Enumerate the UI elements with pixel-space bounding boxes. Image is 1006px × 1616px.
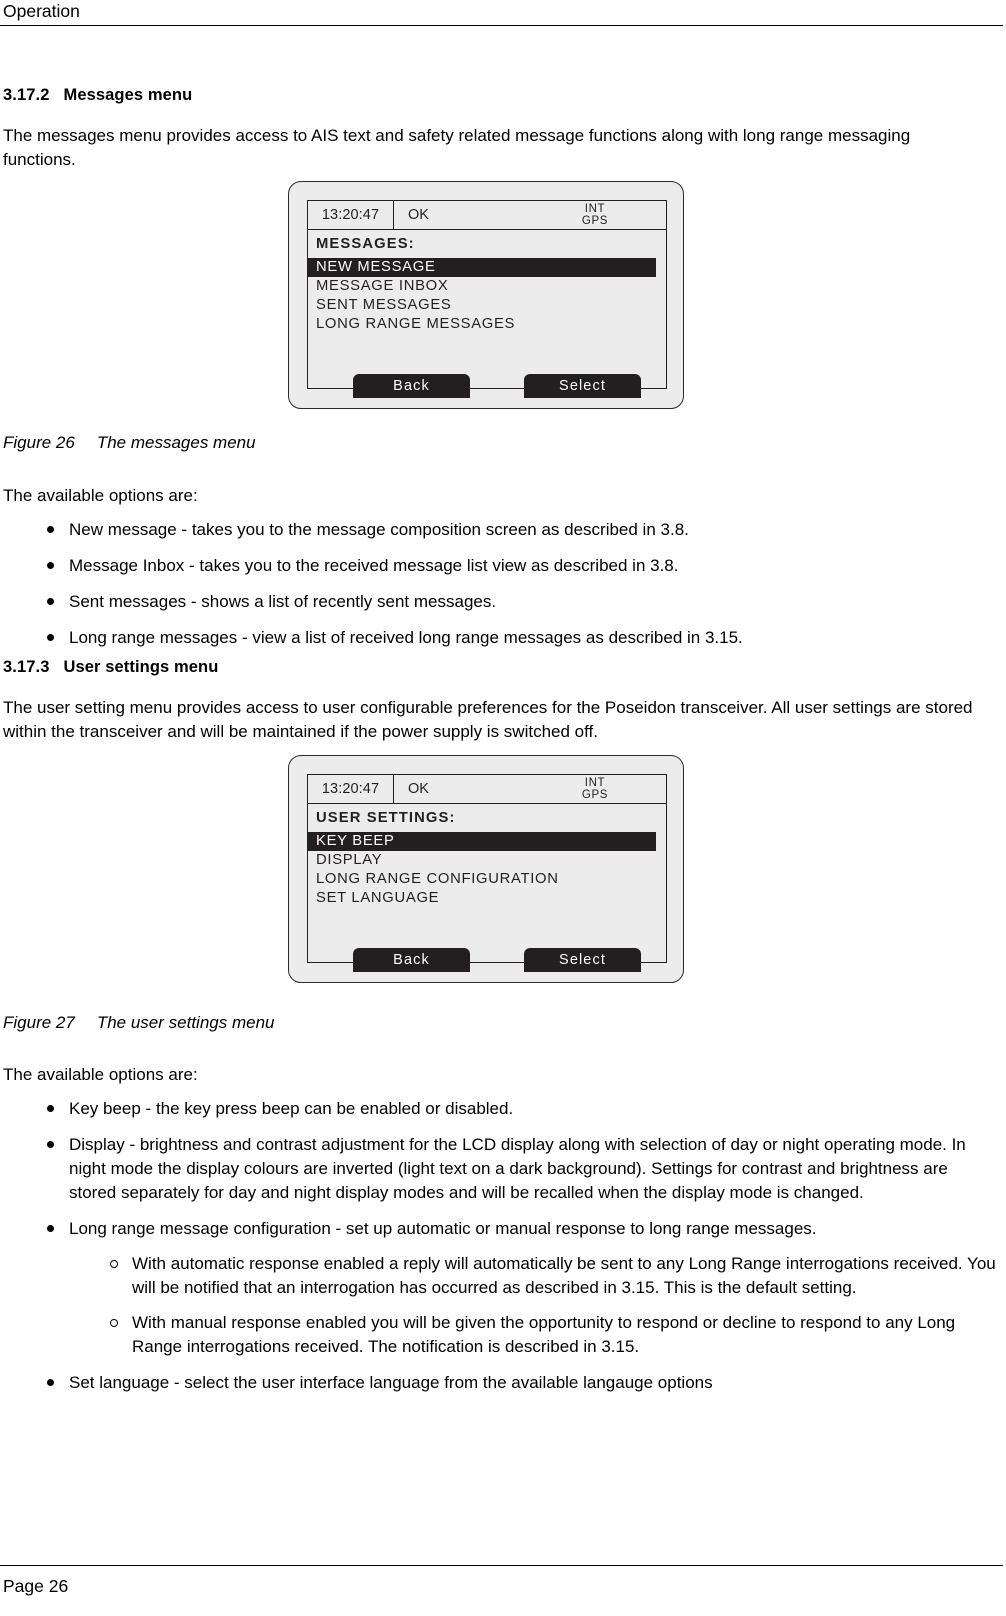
list-item bbox=[42, 1217, 997, 1359]
bullet-dot-icon bbox=[47, 598, 54, 605]
header-divider bbox=[0, 25, 1003, 26]
menu-list bbox=[308, 832, 666, 908]
sub-list-item bbox=[105, 1252, 997, 1300]
section-title: User settings menu bbox=[63, 658, 219, 676]
menu-list bbox=[308, 258, 666, 334]
lcd-softkey-bar bbox=[308, 948, 666, 972]
page-number: Page 26 bbox=[3, 1576, 69, 1596]
menu-item-display[interactable]: DISPLAY bbox=[316, 852, 383, 868]
list-item bbox=[42, 518, 1002, 542]
header-title: Operation bbox=[3, 1, 80, 21]
list-item-text: Key beep - the key press beep can be enabled or disabled. bbox=[69, 1099, 514, 1118]
gps-source-line1: INT bbox=[584, 203, 606, 215]
bullet-dot-icon bbox=[47, 1379, 54, 1386]
gps-source-line2: GPS bbox=[581, 214, 608, 227]
softkey-back[interactable]: Back bbox=[353, 374, 470, 398]
status-time: 13:20:47 bbox=[308, 201, 394, 229]
menu-item-sent-messages[interactable]: SENT MESSAGES bbox=[316, 297, 452, 313]
list-item bbox=[42, 1097, 997, 1121]
figure-caption-26 bbox=[3, 433, 256, 453]
menu-item-key-beep[interactable]: KEY BEEP bbox=[308, 832, 656, 851]
page-header bbox=[0, 0, 1006, 30]
lcd-status-bar bbox=[308, 775, 666, 804]
lcd-status-bar bbox=[308, 201, 666, 230]
sub-list-item-text: With manual response enabled you will be given the opportunity to respond or decline to respond to any Long Range interrogations received. The notification is described in 3.15. bbox=[132, 1313, 956, 1356]
status-state: OK bbox=[408, 207, 429, 223]
list-item bbox=[42, 590, 1002, 614]
user-settings-intro-paragraph: The user setting menu provides access to user configurable preferences for the Poseidon transceiver. All user settings are stored within the transceiver and will be maintained if the power supply is switched off. bbox=[3, 698, 973, 741]
list-item-text: Message Inbox - takes you to the received message list view as described in 3.8. bbox=[69, 556, 679, 575]
section-heading-messages bbox=[3, 86, 192, 105]
sub-list-item bbox=[105, 1311, 997, 1359]
bullet-dot-icon bbox=[47, 1105, 54, 1112]
menu-item-set-language[interactable]: SET LANGUAGE bbox=[316, 890, 440, 906]
messages-options-lead: The available options are: bbox=[3, 486, 198, 505]
lcd-content-area bbox=[308, 804, 666, 968]
list-item bbox=[42, 554, 1002, 578]
lcd-device-user-settings bbox=[288, 755, 684, 983]
figure-label: Figure 26 bbox=[3, 433, 75, 452]
list-item-text: Display - brightness and contrast adjustment for the LCD display along with selection of day or night operating mode. In night mode the display colours are inverted (light text on a dark background). Settings for contrast and brightness are stored separately for day and night display modes and will be recalled when the display mode is changed. bbox=[69, 1135, 966, 1202]
figure-label: Figure 27 bbox=[3, 1013, 75, 1032]
list-item-text: New message - takes you to the message composition screen as described in 3.8. bbox=[69, 520, 689, 539]
lcd-screen-messages bbox=[307, 200, 667, 394]
bullet-dot-icon bbox=[47, 526, 54, 533]
menu-title: MESSAGES: bbox=[316, 236, 415, 252]
sub-list-item-text: With automatic response enabled a reply will automatically be sent to any Long Range interrogations received. You will be notified that an interrogation has occurred as described in 3.15. This is the default setting. bbox=[132, 1254, 996, 1297]
menu-item-message-inbox[interactable]: MESSAGE INBOX bbox=[316, 278, 449, 294]
softkey-back[interactable]: Back bbox=[353, 948, 470, 972]
long-range-sub-list bbox=[105, 1252, 997, 1359]
bullet-circle-icon bbox=[110, 1319, 118, 1327]
section-heading-user-settings bbox=[3, 658, 218, 677]
bullet-circle-icon bbox=[110, 1260, 118, 1268]
gps-source-indicator bbox=[582, 778, 608, 801]
status-state: OK bbox=[408, 781, 429, 797]
lcd-device-messages bbox=[288, 181, 684, 409]
figure-caption-27 bbox=[3, 1013, 274, 1033]
bullet-dot-icon bbox=[47, 1225, 54, 1232]
softkey-select[interactable]: Select bbox=[524, 374, 641, 398]
footer-divider bbox=[0, 1565, 1003, 1566]
list-item-text: Long range messages - view a list of received long range messages as described in 3.15. bbox=[69, 628, 743, 647]
bullet-dot-icon bbox=[47, 1141, 54, 1148]
user-settings-options-lead: The available options are: bbox=[3, 1065, 198, 1084]
list-item-text: Set language - select the user interface language from the available langauge options bbox=[69, 1373, 713, 1392]
menu-item-long-range-messages[interactable]: LONG RANGE MESSAGES bbox=[316, 316, 516, 332]
section-number: 3.17.2 bbox=[3, 86, 50, 104]
lcd-softkey-bar bbox=[308, 374, 666, 398]
list-item-text: Sent messages - shows a list of recently sent messages. bbox=[69, 592, 497, 611]
lcd-screen-user-settings bbox=[307, 774, 667, 968]
list-item bbox=[42, 1133, 997, 1205]
gps-source-line2: GPS bbox=[581, 788, 608, 801]
menu-title: USER SETTINGS: bbox=[316, 810, 456, 826]
lcd-content-area bbox=[308, 230, 666, 394]
messages-intro-paragraph: The messages menu provides access to AIS text and safety related message functions along with long range messaging functions. bbox=[3, 126, 911, 169]
menu-item-long-range-configuration[interactable]: LONG RANGE CONFIGURATION bbox=[316, 871, 559, 887]
list-item bbox=[42, 1371, 997, 1395]
list-item bbox=[42, 626, 1002, 650]
section-number: 3.17.3 bbox=[3, 658, 50, 676]
section-title: Messages menu bbox=[63, 86, 193, 104]
list-item-text: Long range message configuration - set up automatic or manual response to long range messages. bbox=[69, 1219, 817, 1238]
bullet-dot-icon bbox=[47, 634, 54, 641]
figure-text: The messages menu bbox=[96, 433, 256, 452]
gps-source-line1: INT bbox=[584, 777, 606, 789]
status-time: 13:20:47 bbox=[308, 775, 394, 803]
menu-item-new-message[interactable]: NEW MESSAGE bbox=[308, 258, 656, 277]
softkey-select[interactable]: Select bbox=[524, 948, 641, 972]
bullet-dot-icon bbox=[47, 562, 54, 569]
figure-text: The user settings menu bbox=[96, 1013, 275, 1032]
gps-source-indicator bbox=[582, 204, 608, 227]
messages-options-list bbox=[42, 518, 1002, 662]
user-settings-options-list bbox=[42, 1097, 997, 1407]
